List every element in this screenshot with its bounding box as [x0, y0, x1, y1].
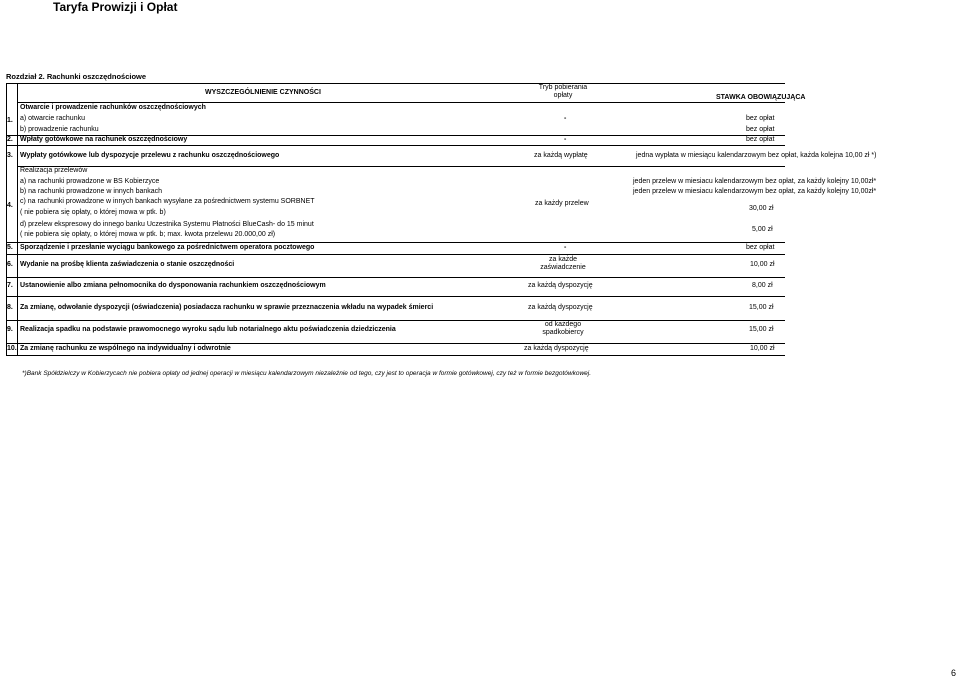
- row-4-d-line2: ( nie pobiera się opłaty, o której mowa w ptk. b; max. kwota przelewu 20.000,00 zł): [20, 231, 276, 238]
- row-7-title: Ustanowienie albo zmiana pełnomocnika do dysponowania rachunkiem oszczędnościowym: [20, 282, 326, 289]
- row-7-rate: 8,00 zł: [752, 282, 773, 289]
- page-header-title: Taryfa Prowizji i Opłat: [53, 0, 178, 14]
- row-10-number: 10.: [7, 345, 17, 352]
- row-3-mode: za każdą wypłatę: [534, 152, 588, 159]
- row-9-rate: 15,00 zł: [749, 326, 774, 333]
- row-9-mode-line2: spadkobiercy: [542, 329, 584, 336]
- row-4-b: b) na rachunki prowadzone w innych bankach: [20, 188, 163, 195]
- row-4-a-rate: jeden przelew w miesiacu kalendarzowym bez opłat, za każdy kolejny 10,00zł*: [633, 178, 877, 185]
- row-3-rate: jedna wypłata w miesiącu kalendarzowym bez opłat, każda kolejna 10,00 zł *): [636, 152, 877, 159]
- row-9-mode: [526, 321, 600, 337]
- row-2-mode: -: [564, 136, 567, 143]
- page-number: 6: [951, 668, 957, 678]
- row-4-c-line2: ( nie pobiera się opłaty, o której mowa w ptk. b): [20, 209, 166, 216]
- row-2-title: Wpłaty gotówkowe na rachunek oszczędnościowy: [20, 136, 188, 143]
- row-1-a-mode: -: [564, 115, 567, 122]
- row-6-mode-line2: zaświadczenie: [540, 264, 586, 271]
- row-6-mode: [526, 256, 600, 272]
- row-8-rate: 15,00 zł: [749, 304, 774, 311]
- row-3-number: 3.: [7, 152, 13, 159]
- row-6-number: 6.: [7, 261, 13, 268]
- row-9-number: 9.: [7, 326, 13, 333]
- row-4-mode: za każdy przelew: [535, 200, 589, 207]
- row-5-title: Sporządzenie i przesłanie wyciągu bankowego za pośrednictwem operatora pocztowego: [20, 244, 315, 251]
- row-1-a-rate: bez opłat: [746, 115, 775, 122]
- row-1-b: b) prowadzenie rachunku: [20, 126, 99, 133]
- row-10-title: Za zmianę rachunku ze wspólnego na indywidualny i odwrotnie: [20, 345, 231, 352]
- header-operation: WYSZCZEGÓLNIENIE CZYNNOŚCI: [205, 89, 321, 96]
- row-2-rate: bez opłat: [746, 136, 775, 143]
- row-2-number: 2.: [7, 136, 13, 143]
- row-8-title: Za zmianę, odwołanie dyspozycji (oświadczenia) posiadacza rachunku w sprawie przeznaczenia wkładu na wypadek śmierci: [20, 304, 434, 311]
- row-6-title: Wydanie na prośbę klienta zaświadczenia o stanie oszczędności: [20, 261, 235, 268]
- row-4-d-rate: 5,00 zł: [752, 226, 773, 233]
- row-1-b-rate: bez opłat: [746, 126, 775, 133]
- row-8-number: 8.: [7, 304, 13, 311]
- header-rate: STAWKA OBOWIĄZUJĄCA: [716, 94, 806, 101]
- row-4-number: 4.: [7, 202, 13, 209]
- row-5-number: 5.: [7, 244, 13, 251]
- row-3-title: Wypłaty gotówkowe lub dyspozycje przelewu z rachunku oszczędnościowego: [20, 152, 280, 159]
- row-4-title: Realizacja przelewów: [20, 167, 88, 174]
- row-6-rate: 10,00 zł: [750, 261, 775, 268]
- row-1-a: a) otwarcie rachunku: [20, 115, 85, 122]
- header-collection-line2: opłaty: [553, 92, 573, 99]
- row-1-number: 1.: [7, 117, 13, 124]
- row-9-mode-line1: od każdego: [544, 321, 582, 328]
- header-collection-mode: [526, 84, 600, 100]
- row-8-mode: za każdą dyspozycję: [528, 304, 593, 311]
- row-9-title: Realizacja spadku na podstawie prawomocnego wyroku sądu lub notarialnego aktu poświadczenia dziedziczenia: [20, 326, 396, 333]
- row-1-title: Otwarcie i prowadzenie rachunków oszczędnościowych: [20, 104, 206, 111]
- row-4-d-line1: d) przelew ekspresowy do innego banku Uczestnika Systemu Płatności BlueCash- do 15 minut: [20, 221, 314, 228]
- row-4-b-rate: jeden przelew w miesiacu kalendarzowym bez opłat, za każdy kolejny 10,00zł*: [633, 188, 877, 195]
- row-4-c-line1: c) na rachunki prowadzone w innych bankach wysyłane za pośrednictwem systemu SORBNET: [20, 198, 315, 205]
- row-7-mode: za każdą dyspozycję: [528, 282, 593, 289]
- row-10-rate: 10,00 zł: [750, 345, 775, 352]
- row-6-mode-line1: za każde: [548, 256, 578, 263]
- row-10-mode: za każdą dyspozycję: [524, 345, 589, 352]
- row-4-a: a) na rachunki prowadzone w BS Kobierzyce: [20, 178, 160, 185]
- row-7-number: 7.: [7, 282, 13, 289]
- section-title: Rozdział 2. Rachunki oszczędnościowe: [6, 72, 147, 81]
- header-collection-line1: Tryb pobierania: [538, 84, 588, 91]
- row-5-mode: -: [564, 244, 567, 251]
- row-4-c-rate: 30,00 zł: [749, 205, 774, 212]
- row-5-rate: bez opłat: [746, 244, 775, 251]
- footnote: *)Bank Spółdzielczy w Kobierzycach nie pobiera opłaty od jednej operacji w miesiącu kalendarzowym niezależnie od tego, czy jest to operacja w formie gotówkowej, czy też w formie bezgotówkowej.: [22, 370, 592, 377]
